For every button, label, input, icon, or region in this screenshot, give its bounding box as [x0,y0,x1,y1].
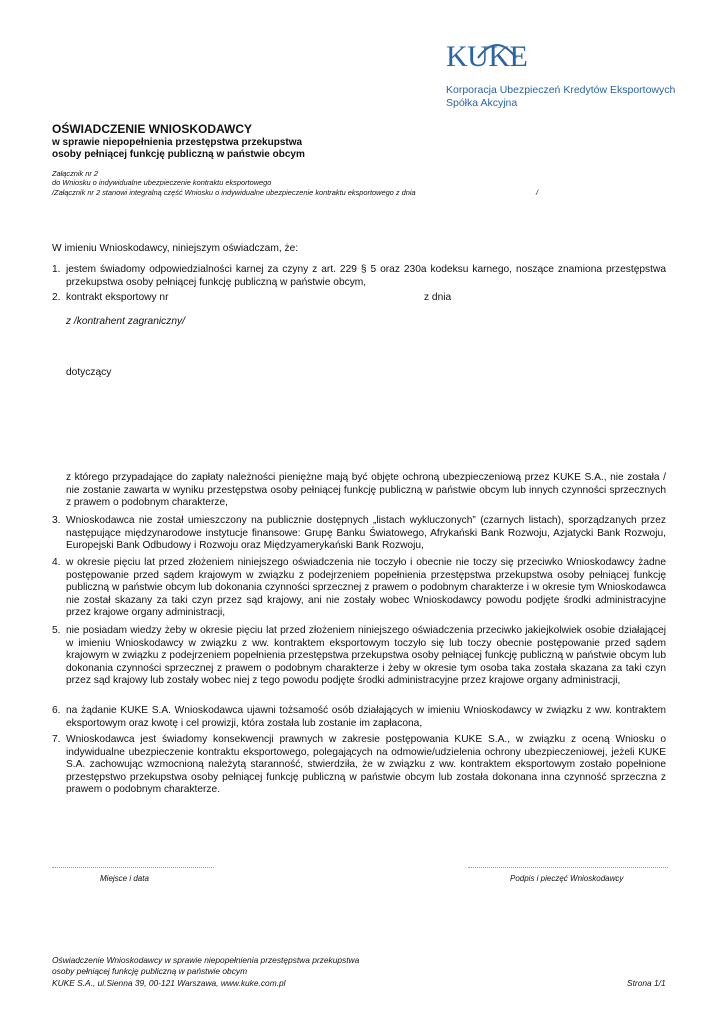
statement-item [52,734,666,797]
contract-date-label: z dnia [424,292,452,303]
statement-item [52,515,666,553]
page-number: Strona 1/1 [627,978,666,988]
item-number: 1. [52,264,61,275]
item-number: 3. [52,515,61,526]
item-number: 4. [52,557,61,568]
item-number: 7. [52,734,61,745]
item-text: jestem świadomy odpowiedzialności karnej za czyny z art. 229 § 5 oraz 230a kodeksu karnego, noszące znamiona przestępstwa przekupstwa osoby pełniącej funkcję publiczną w państwie obcym, [66,264,666,288]
statement-item [52,264,666,289]
logo-wordmark: KUKE [446,40,528,73]
attachment-integral-note: /Załącznik nr 2 stanowi integralną część Wniosku o indywidualne ubezpieczenie kontraktu eksportowego z dnia [52,188,416,197]
contract-number-label: kontrakt eksportowy nr [66,292,169,303]
footer-line1: Oświadczenie Wnioskodawcy w sprawie niepopełnienia przestępstwa przekupstwa [52,955,360,965]
item-text: w okresie pięciu lat przed złożeniem niniejszego oświadczenia nie toczyło i obecnie nie toczy się przeciwko Wnioskodawcy żadne postępowanie przed sądem krajowym w związku z podejrzeniem popełnienia przestępstwa przekupstwa osoby pełniącej funkcję publiczną w państwie obcym lub dokonania czynności sprzecznej z prawem o podobnym charakterze i w okresie tym Wnioskodawca nie został skazany za taki czyn przez sąd krajowy, ani nie zostały wobec Wnioskodawcy powodu podjęte środki administracyjne przez krajowe organy administracji, [66,557,666,618]
attachment-reference: do Wniosku o indywidualne ubezpieczenie kontraktu eksportowego [52,178,272,187]
item-text: na żądanie KUKE S.A. Wnioskodawca ujawni tożsamość osób działających w imieniu Wnioskodawcy w związku z ww. kontraktem eksportowym oraz kwotę i cel prowizji, która została lub zostanie im zapłacona, [66,705,666,729]
item-number: 6. [52,705,61,716]
signature-line[interactable] [468,867,668,868]
item-number: 2. [52,292,61,303]
statement-item [52,625,666,688]
footer-line2: osoby pełniącej funkcję publiczną w państwie obcym [52,966,248,976]
item-text: Wnioskodawca nie został umieszczony na publicznie dostępnych „listach wykluczonych” (czarnych listach), sporządzanych przez następujące międzynarodowe instytucje finansowe: Grupę Banku Światowego, Afrykański Bank Rozwoju, Azjatycki Bank Rozwoju, Europejski Bank Odbudowy i Rozwoju oraz Międzyamerykański Bank Rozwoju, [66,515,666,551]
signature-label: Podpis i pieczęć Wnioskodawcy [510,874,624,883]
footer-address: KUKE S.A., ul.Sienna 39, 00-121 Warszawa, www.kuke.com.pl [52,978,286,988]
document-subtitle-line1: w sprawie niepopełnienia przestępstwa przekupstwa [52,137,303,148]
company-name-line1: Korporacja Ubezpieczeń Kredytów Eksportowych [446,84,676,96]
document-title: OŚWIADCZENIE WNIOSKODAWCY [52,122,252,136]
item-text: Wnioskodawca jest świadomy konsekwencji prawnych w zakresie postępowania KUKE S.A., w związku z oceną Wniosku o indywidualne ubezpieczenie kontraktu eksportowego, polegających na odmowie/udzielenia ochrony ubezpieczeniowej, jeżeli KUKE S.A. zachowując wzmocnioną należytą staranność, stwierdziła, że w związku z ww. kontraktem eksportowym zostało popełnione przestępstwo przekupstwa osoby pełniącej funkcję publiczną w państwie obcym lub została dokonana inna czynność sprzeczna z prawem o podobnym charakterze. [66,734,666,795]
concerning-label: dotyczący [66,367,112,378]
contract-item-continuation: z którego przypadające do zapłaty należności pieniężne mają być objęte ochroną ubezpieczeniową przez KUKE S.A., nie została / nie zostanie zawarta w wyniku przestępstwa osoby pełniącej funkcję publiczną w państwie obcym lub innych czynności sprzecznych z prawem o podobnym charakterze, [66,472,666,508]
statement-item [52,705,666,730]
statement-item [52,557,666,620]
company-name-line2: Spółka Akcyjna [446,97,518,109]
attachment-date-end: / [536,188,539,197]
document-subtitle-line2: osoby pełniącej funkcję publiczną w państwie obcym [52,149,305,160]
foreign-contractor-label: z /kontrahent zagraniczny/ [66,316,185,327]
attachment-number: Załącznik nr 2 [52,169,99,178]
place-date-line[interactable] [52,867,214,868]
statement-intro: W imieniu Wnioskodawcy, niniejszym oświadczam, że: [52,243,299,254]
place-date-label: Miejsce i data [100,874,149,883]
item-number: 5. [52,625,61,636]
item-text: nie posiadam wiedzy żeby w okresie pięciu lat przed złożeniem niniejszego oświadczenia przeciwko jakiejkolwiek osobie działającej w imieniu Wnioskodawcy w związku z ww. kontraktem eksportowym toczyło się lub toczy obecnie postępowanie przed sądem krajowym w związku z podejrzeniem popełnienia przestępstwa przekupstwa osoby pełniącej funkcję publiczną w państwie obcym lub dokonania czynności sprzecznej z prawem o podobnym charakterze i żeby w okresie tym osoba taka została skazana za taki czyn przez sąd krajowy lub zostały wobec niej z tego powodu podjęte środki administracyjne przez krajowe organy administracji, [66,625,666,686]
